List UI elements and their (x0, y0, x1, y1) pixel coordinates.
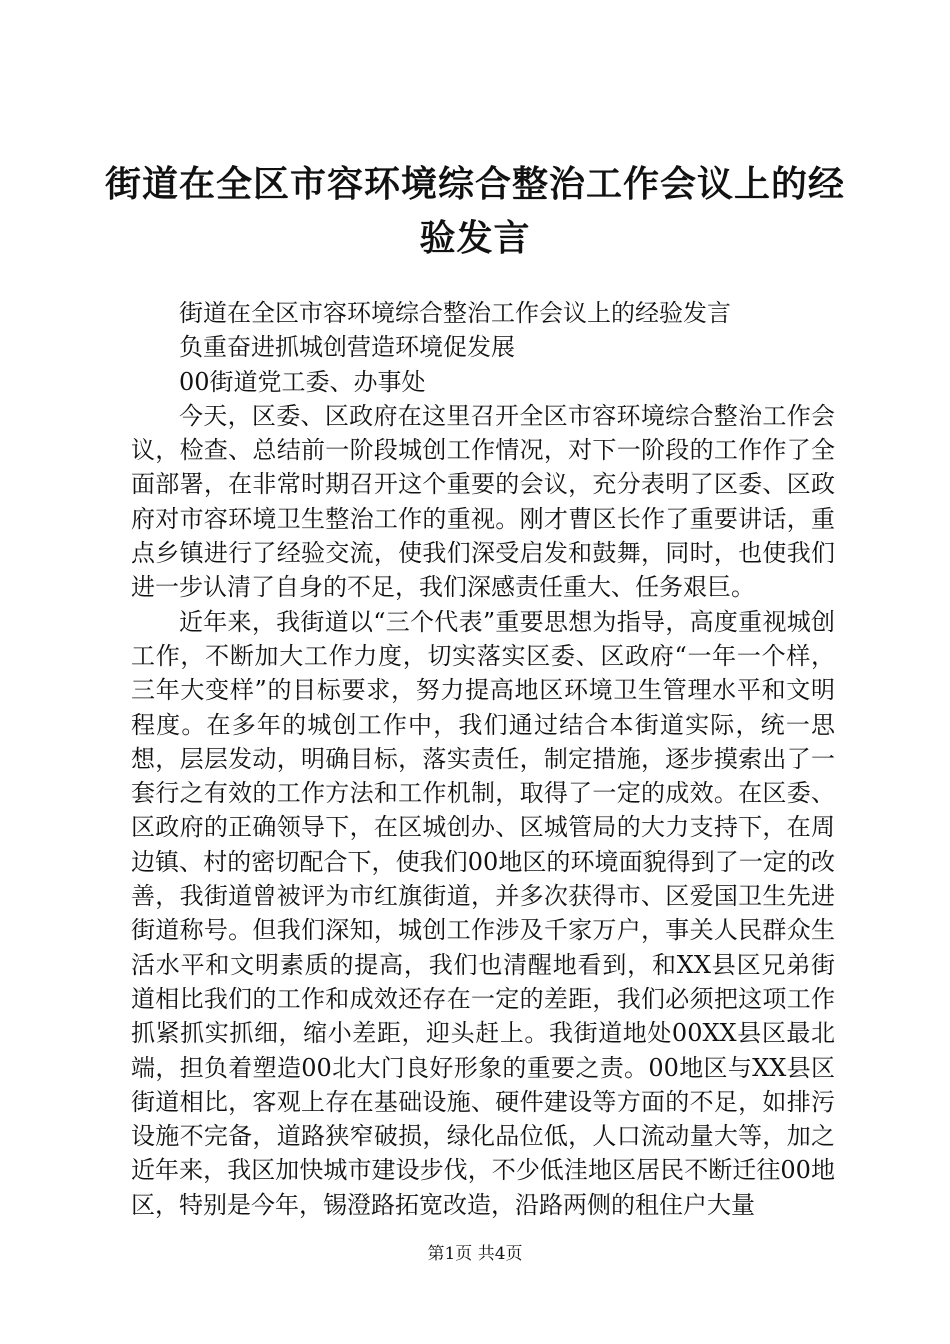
page-number: 第1页 共4页 (427, 1244, 523, 1264)
page-footer (0, 1243, 950, 1265)
title-line-1: 街道在全区市容环境综合整治工作会议上的经 (104, 164, 845, 205)
author-paragraph: 00街道党工委、办事处 (179, 367, 426, 396)
document-body (131, 296, 835, 1222)
slogan-paragraph: 负重奋进抓城创营造环境促发展 (179, 333, 515, 362)
title-line-2: 验发言 (419, 218, 531, 259)
subtitle-paragraph: 街道在全区市容环境综合整治工作会议上的经验发言 (179, 299, 731, 327)
body-paragraph: 今天，区委、区政府在这里召开全区市容环境综合整治工作会议，检查、总结前一阶段城创工作情况，对下一阶段的工作作了全面部署，在非常时期召开这个重要的会议，充分表明了区委、区政府对市容环境卫生整治工作的重视。刚才曹区长作了重要讲话，重点乡镇进行了经验交流，使我们深受启发和鼓舞，同时，也使我们进一步认清了自身的不足，我们深感责任重大、任务艰巨。 (131, 401, 835, 602)
document-title (100, 158, 850, 266)
body-paragraph: 近年来，我街道以“三个代表”重要思想为指导，高度重视城创工作，不断加大工作力度，切实落实区委、区政府“一年一个样，三年大变样”的目标要求，努力提高地区环境卫生管理水平和文明程度。在多年的城创工作中，我们通过结合本街道实际，统一思想，层层发动，明确目标，落实责任，制定措施，逐步摸索出了一套行之有效的工作方法和工作机制，取得了一定的成效。在区委、区政府的正确领导下，在区城创办、区城管局的大力支持下，在周边镇、村的密切配合下，使我们00地区的环境面貌得到了一定的改善，我街道曾被评为市红旗街道，并多次获得市、区爱国卫生先进街道称号。但我们深知，城创工作涉及千家万户，事关人民群众生活水平和文明素质的提高，我们也清醒地看到，和XX县区兄弟街道相比我们的工作和成效还存在一定的差距，我们必须把这项工作抓紧抓实抓细，缩小差距，迎头赶上。我街道地处00XX县区最北端，担负着塑造00北大门良好形象的重要之责。00地区与XX县区街道相比，客观上存在基础设施、硬件建设等方面的不足，如排污设施不完备，道路狭窄破损，绿化品位低，人口流动量大等，加之近年来，我区加快城市建设步伐，不少低洼地区居民不断迁往00地区，特别是今年，锡澄路拓宽改造，沿路两侧的租住户大量 (131, 607, 835, 1219)
